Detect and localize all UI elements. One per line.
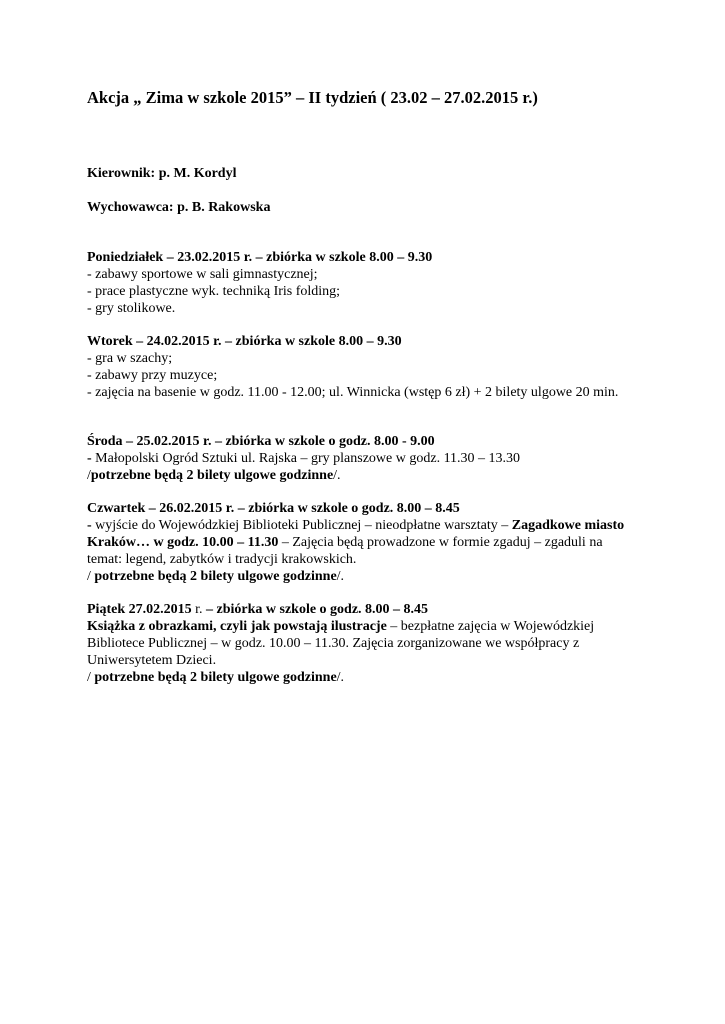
heading-abbrev: r. — [195, 602, 203, 617]
note-open: / — [87, 468, 91, 483]
activity-description: – bezpłatne zajęcia w Wojewódzkiej Bibliotece Publicznej – w godz. 10.00 – 11.30. Zajęcia zorganizowane we współpracy z Uniwersytetem Dzieci. — [87, 619, 595, 668]
dash: - — [87, 451, 96, 466]
day-friday-activity — [87, 618, 627, 669]
list-item: - zabawy sportowe w sali gimnastycznej; — [87, 267, 318, 282]
note-close: /. — [336, 670, 345, 685]
note-text: potrzebne będą 2 bilety ulgowe godzinne — [90, 468, 334, 483]
day-monday — [87, 249, 627, 317]
activity-title: Książka z obrazkami, czyli jak powstają ilustracje — [87, 619, 387, 634]
day-friday — [87, 601, 627, 686]
list-item: - gry stolikowe. — [87, 301, 176, 316]
staff-head: Kierownik: p. M. Kordyl — [87, 166, 237, 181]
note-open: / — [87, 670, 95, 685]
staff-educator: Wychowawca: p. B. Rakowska — [87, 200, 271, 215]
day-thursday — [87, 500, 627, 585]
heading-day-date: Piątek 27.02.2015 — [87, 602, 196, 617]
list-item: - zabawy przy muzyce; — [87, 368, 218, 383]
day-wednesday — [87, 433, 627, 484]
document-title: Akcja „ Zima w szkole 2015” – II tydzień ( 23.02 – 27.02.2015 r.) — [87, 88, 538, 107]
day-thursday-heading: Czwartek – 26.02.2015 r. – zbiórka w szkole o godz. 8.00 – 8.45 — [87, 501, 460, 516]
day-tuesday-heading: Wtorek – 24.02.2015 r. – zbiórka w szkole 8.00 – 9.30 — [87, 334, 402, 349]
day-monday-heading: Poniedziałek – 23.02.2015 r. – zbiórka w szkole 8.00 – 9.30 — [87, 250, 433, 265]
list-item: - zajęcia na basenie w godz. 11.00 - 12.00; ul. Winnicka (wstęp 6 zł) + 2 bilety ulgowe 20 min. — [87, 385, 619, 400]
note-close: /. — [336, 569, 345, 584]
day-tuesday — [87, 333, 627, 401]
dash: - — [87, 518, 96, 533]
day-thursday-activity — [87, 517, 627, 568]
activity-text: Małopolski Ogród Sztuki ul. Rajska – gry planszowe w godz. 11.30 – 13.30 — [95, 451, 521, 466]
activity-text: wyjście do Wojewódzkiej Biblioteki Publicznej – nieodpłatne warsztaty – — [95, 518, 512, 533]
note-text: potrzebne będą 2 bilety ulgowe godzinne — [94, 569, 337, 584]
day-thursday-note — [87, 568, 627, 585]
note-open: / — [87, 569, 95, 584]
day-wednesday-activity — [87, 450, 627, 467]
list-item: - gra w szachy; — [87, 351, 173, 366]
note-close: /. — [333, 468, 341, 483]
heading-meeting: – zbiórka w szkole o godz. 8.00 – 8.45 — [202, 602, 429, 617]
day-friday-note — [87, 669, 627, 686]
note-text: potrzebne będą 2 bilety ulgowe godzinne — [94, 670, 337, 685]
activity-title: Zagadkowe miasto Kraków… w godz. 10.00 – 11.30 — [87, 518, 625, 550]
day-friday-heading — [87, 601, 627, 618]
day-wednesday-note — [87, 467, 627, 484]
day-wednesday-heading: Środa – 25.02.2015 r. – zbiórka w szkole o godz. 8.00 - 9.00 — [87, 434, 435, 449]
list-item: - prace plastyczne wyk. techniką Iris folding; — [87, 284, 341, 299]
activity-description: – Zajęcia będą prowadzone w formie zgaduj – zgaduli na temat: legend, zabytków i tradycji krakowskich. — [87, 535, 603, 567]
